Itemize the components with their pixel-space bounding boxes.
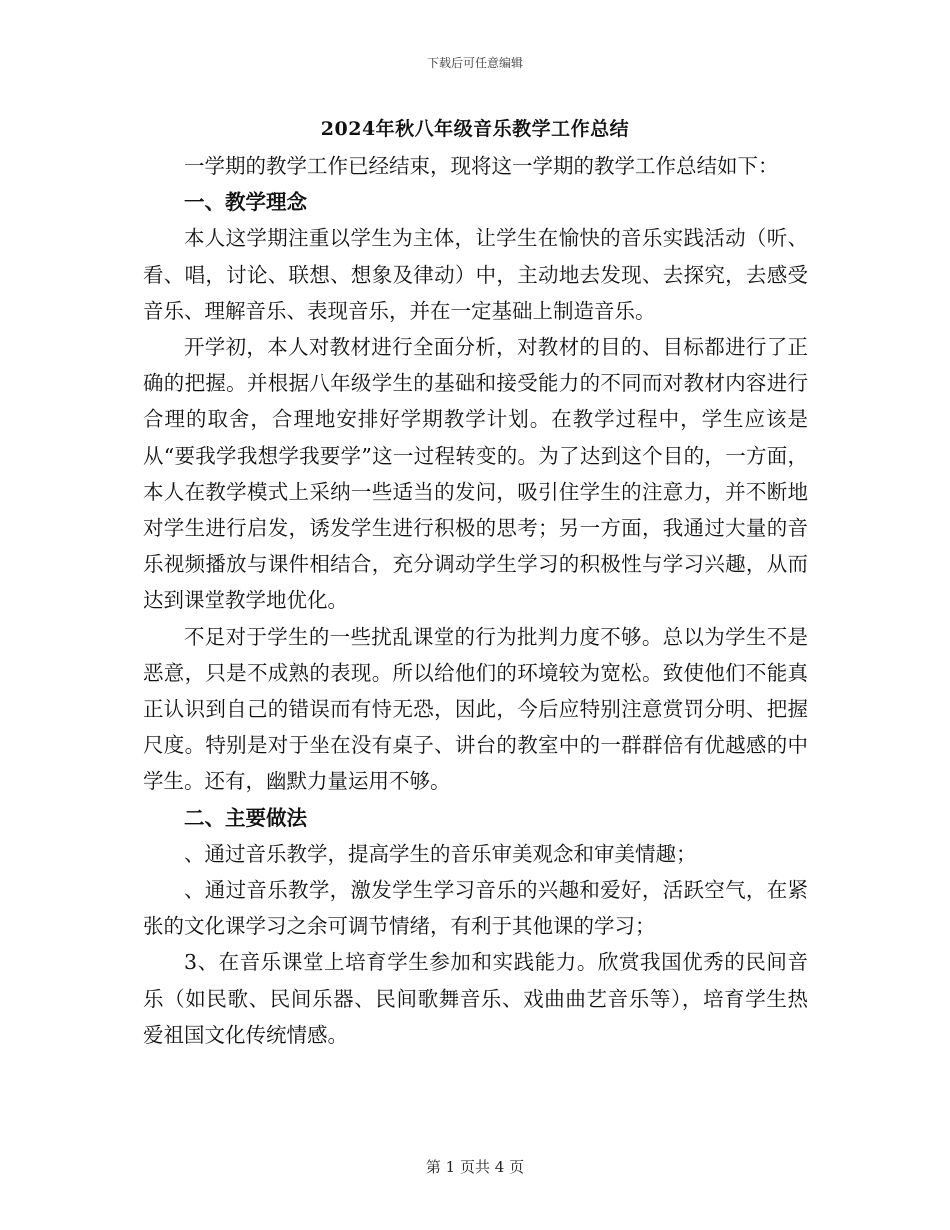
section-heading-main-methods: 二、主要做法 [184,805,307,830]
section-heading-teaching-philosophy: 一、教学理念 [184,190,307,215]
list-item-interest: 、通过音乐教学，激发学生学习音乐的兴趣和爱好，活跃空气，在紧张的文化课学习之余可调节情绪，有利于其他课的学习； [143,878,808,939]
paragraph-shortcomings: 不足对于学生的一些扰乱课堂的行为批判力度不够。总以为学生不是恶意，只是不成熟的表现。所以给他们的环境较为宽松。致使他们不能真正认识到自己的错误而有恃无恐，因此，今后应特别注意赏罚分明、把握尺度。特别是对于坐在没有桌子、讲台的教室中的一群群倍有优越感的中学生。还有，幽默力量运用不够。 [143,624,808,794]
document-title: 2024年秋八年级音乐教学工作总结 [320,118,630,140]
header-note: 下载后可任意编辑 [426,56,523,70]
paragraph-student-centered: 本人这学期注重以学生为主体，让学生在愉快的音乐实践活动（听、看、唱，讨论、联想、想象及律动）中，主动地去发现、去探究，去感受音乐、理解音乐、表现音乐，并在一定基础上制造音乐。 [143,226,808,323]
paragraph-textbook-analysis: 开学初，本人对教材进行全面分析，对教材的目的、目标都进行了正确的把握。并根据八年级学生的基础和接受能力的不同而对教材内容进行合理的取舍，合理地安排好学期教学计划。在教学过程中，学生应该是从“要我学我想学我要学”这一过程转变的。为了达到这个目的，一方面，本人在教学模式上采纳一些适当的发问，吸引住学生的注意力，并不断地对学生进行启发，诱发学生进行积极的思考；另一方面，我通过大量的音乐视频播放与课件相结合，充分调动学生学习的积极性与学习兴趣，从而达到课堂教学地优化。 [143,335,808,613]
document-body [143,148,808,1053]
page-number: 第 1 页共 4 页 [425,1158,525,1176]
intro-paragraph: 一学期的教学工作已经结束，现将这一学期的教学工作总结如下： [184,154,779,178]
list-item-aesthetic: 、通过音乐教学，提高学生的音乐审美观念和审美情趣； [184,841,697,866]
list-item-practice: 3、在音乐课堂上培育学生参加和实践能力。欣赏我国优秀的民间音乐（如民歌、民间乐器、民间歌舞音乐、戏曲曲艺音乐等），培育学生热爱祖国文化传统情感。 [143,950,808,1047]
